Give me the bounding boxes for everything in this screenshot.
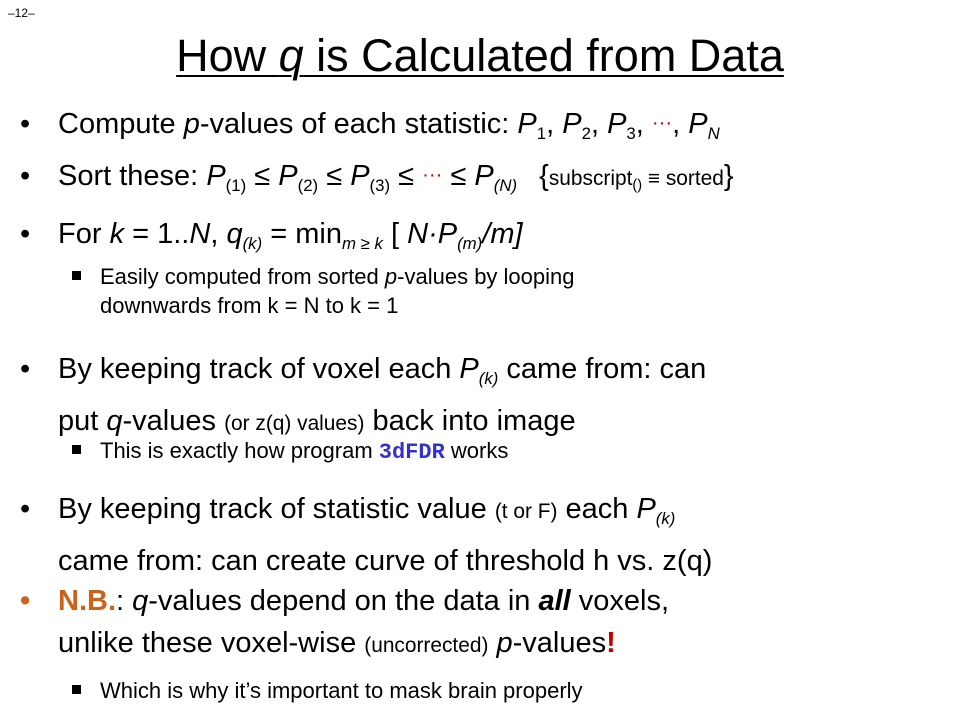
- subbullet-mask-brain: Which is why it’s important to mask brain properly: [72, 676, 583, 705]
- subbullet-3dfdr: This is exactly how program 3dFDR works: [72, 436, 508, 467]
- bullet-voxel-tracking: • By keeping track of voxel each $P_{(k)}$ came from: can put q-values (or z(q) values) back into image: [20, 353, 707, 437]
- bullet-sort-p-values: • Sort these: $P_{(1)} \le P_{(2)} \le P_{(3)}$ ≤ ··· ≤ $P_{(N)}$ {subscript() ≡ sorted}: [20, 160, 734, 195]
- bullet-nb-note: • N.B.: q-values depend on the data in all voxels, unlike these voxel-wise (uncorrected) p-values!: [20, 585, 670, 659]
- slide-title: How q is Calculated from Data: [176, 30, 784, 81]
- bullet-statistic-tracking: • By keeping track of statistic value (t or F) each $P_{(k)}$ came from: can create curve of threshold h vs. z(q): [20, 493, 713, 577]
- bullet-q-formula: • For k = 1..N, $q_{(k)} = \min_{m \ge k}$ [ $N\cdot P_{(m)}/m$]: [20, 218, 523, 253]
- bullet-compute-p-values: • Compute p-values of each statistic: $P_1$, $P_2$, $P_3$, ···, $P_N$: [20, 108, 720, 143]
- subbullet-easily-computed: Easily computed from sorted p-values by looping downwards from k = N to k = 1: [72, 262, 575, 320]
- page-number: –12–: [8, 6, 35, 20]
- program-name: 3dFDR: [378, 440, 445, 465]
